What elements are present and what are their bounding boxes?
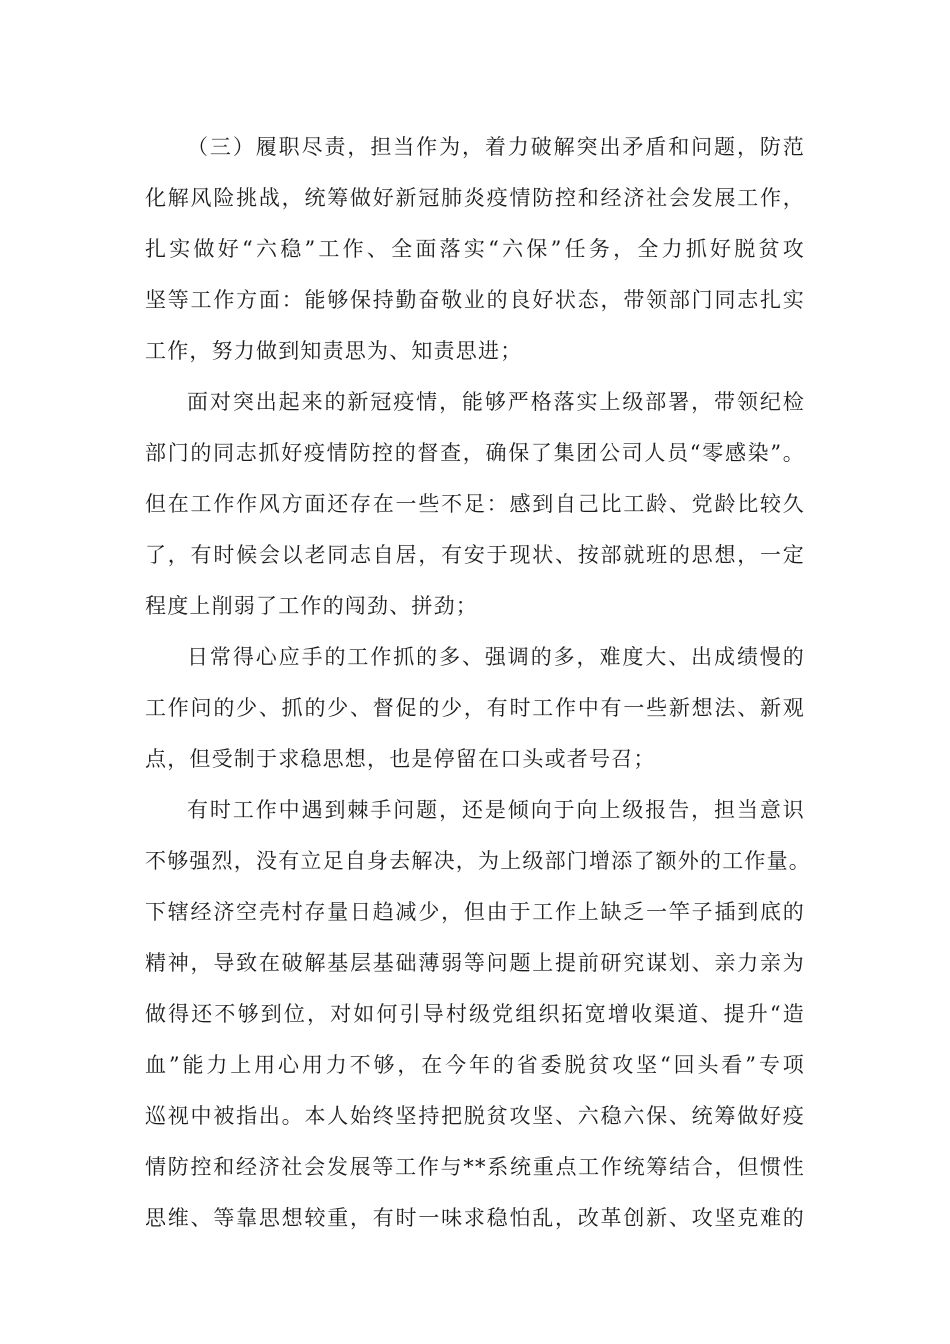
text-line: 工作问的少、抓的少、督促的少，有时工作中有一些新想法、新观 bbox=[145, 696, 805, 720]
text-line: （三）履职尽责，担当作为，着力破解突出矛盾和问题，防范 bbox=[187, 135, 805, 159]
text-line: 日常得心应手的工作抓的多、强调的多，难度大、出成绩慢的 bbox=[187, 645, 805, 669]
text-line: 点，但受制于求稳思想，也是停留在口头或者号召； bbox=[145, 747, 656, 771]
text-line: 化解风险挑战，统筹做好新冠肺炎疫情防控和经济社会发展工作， bbox=[145, 186, 805, 210]
text-line: 不够强烈，没有立足自身去解决，为上级部门增添了额外的工作量。 bbox=[145, 849, 811, 873]
text-line: 坚等工作方面：能够保持勤奋敬业的良好状态，带领部门同志扎实 bbox=[145, 288, 805, 312]
text-line: 做得还不够到位，对如何引导村级党组织拓宽增收渠道、提升“造 bbox=[145, 1002, 805, 1026]
text-line: 巡视中被指出。本人始终坚持把脱贫攻坚、六稳六保、统筹做好疫 bbox=[145, 1104, 805, 1128]
text-line: 情防控和经济社会发展等工作与**系统重点工作统筹结合，但惯性 bbox=[145, 1155, 805, 1179]
text-line: 血”能力上用心用力不够，在今年的省委脱贫攻坚“回头看”专项 bbox=[145, 1053, 805, 1077]
text-line: 面对突出起来的新冠疫情，能够严格落实上级部署，带领纪检 bbox=[187, 390, 805, 414]
document-body bbox=[145, 130, 811, 1252]
text-line: 程度上削弱了工作的闯劲、拼劲； bbox=[145, 594, 478, 618]
text-line: 但在工作作风方面还存在一些不足：感到自己比工龄、党龄比较久 bbox=[145, 492, 805, 516]
text-line: 工作，努力做到知责思为、知责思进； bbox=[145, 339, 523, 363]
text-line: 思维、等靠思想较重，有时一味求稳怕乱，改革创新、攻坚克难的 bbox=[145, 1206, 805, 1230]
text-line: 扎实做好“六稳”工作、全面落实“六保”任务，全力抓好脱贫攻 bbox=[145, 237, 805, 261]
text-line: 了，有时候会以老同志自居，有安于现状、按部就班的思想，一定 bbox=[145, 543, 805, 567]
text-line: 有时工作中遇到棘手问题，还是倾向于向上级报告，担当意识 bbox=[187, 798, 805, 822]
text-line: 部门的同志抓好疫情防控的督查，确保了集团公司人员“零感染”。 bbox=[145, 441, 805, 465]
text-line: 下辖经济空壳村存量日趋减少，但由于工作上缺乏一竿子插到底的 bbox=[145, 900, 805, 924]
text-line: 精神，导致在破解基层基础薄弱等问题上提前研究谋划、亲力亲为 bbox=[145, 951, 805, 975]
